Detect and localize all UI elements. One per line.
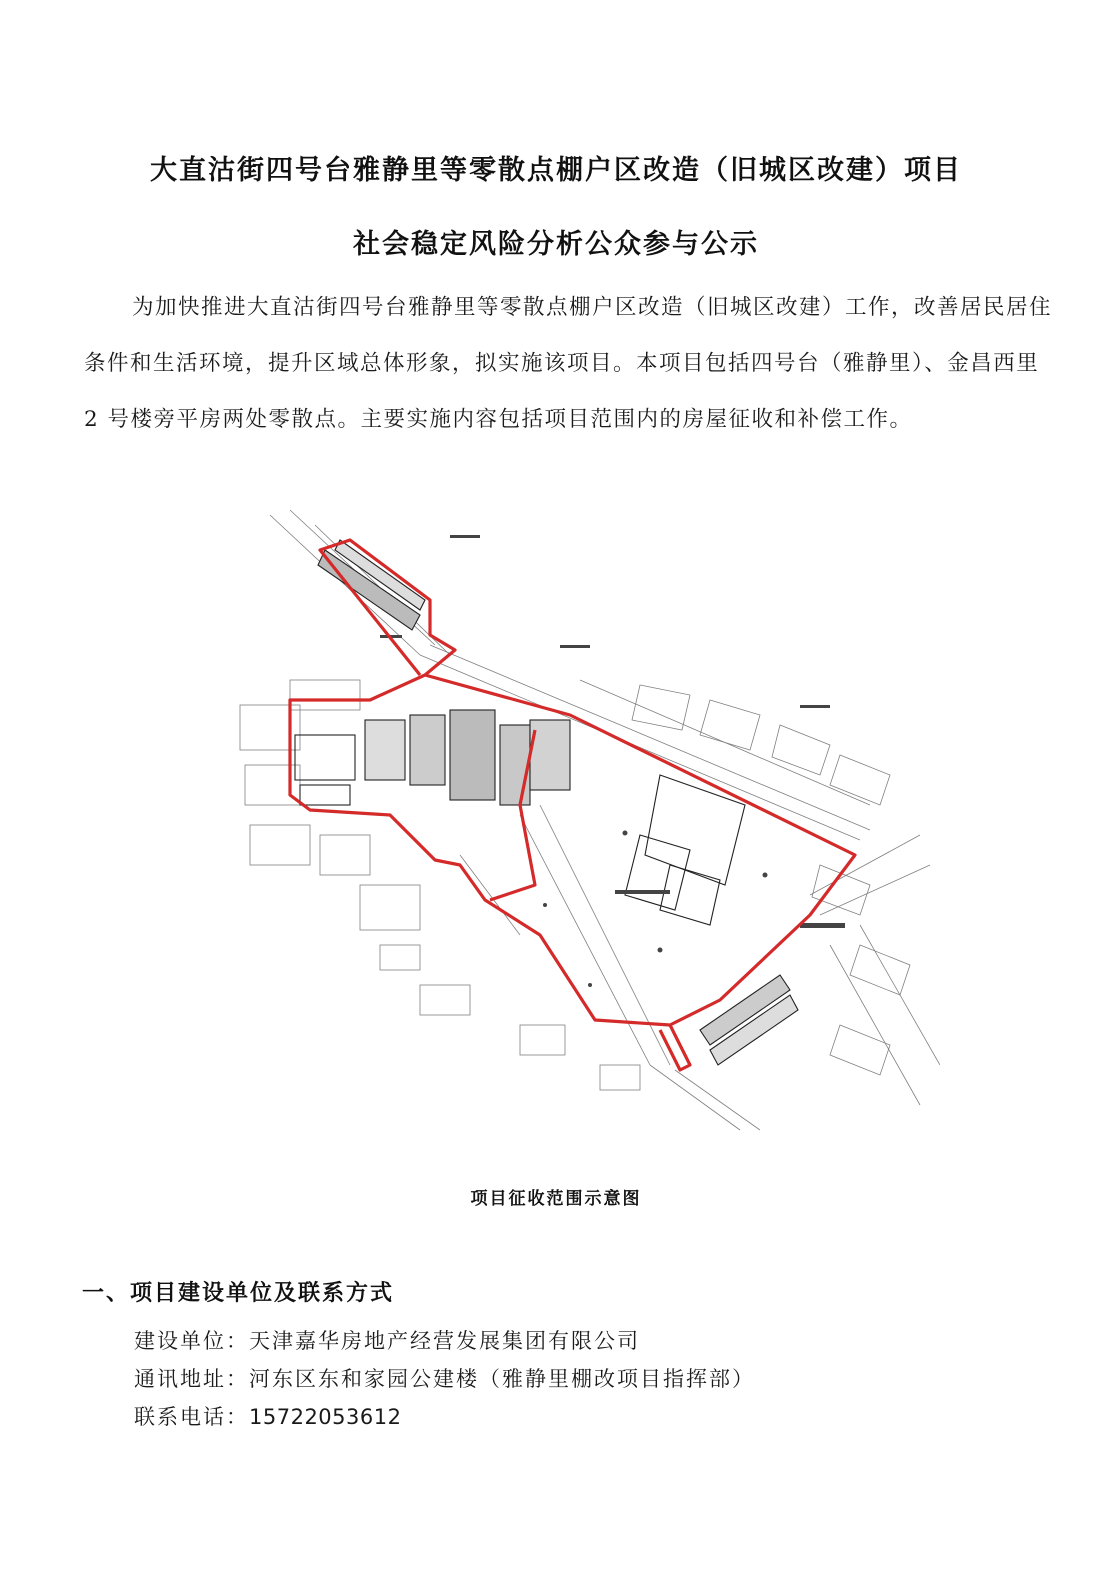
construction-unit-label: 建设单位： (134, 1329, 249, 1353)
map-caption: 项目征收范围示意图 (470, 1189, 642, 1209)
document-title-line-1: 大直沽街四号台雅静里等零散点棚户区改造（旧城区改建）项目 (150, 155, 962, 186)
phone-line (134, 1401, 401, 1431)
expropriation-area-map (220, 505, 940, 1135)
intro-paragraph: 为加快推进大直沽街四号台雅静里等零散点棚户区改造（旧城区改建）工作，改善居民居住条件和生活环境，提升区域总体形象，拟实施该项目。本项目包括四号台（雅静里）、金昌西里 2 号楼旁平房两处零散点。主要实施内容包括项目范围内的房屋征收和补偿工作。 (84, 295, 1053, 432)
mailing-address-line (134, 1363, 755, 1393)
section-heading-contact: 一、项目建设单位及联系方式 (82, 1281, 395, 1306)
phone-value: 15722053612 (249, 1405, 402, 1429)
construction-unit-line (134, 1325, 640, 1355)
map-buildings (295, 540, 798, 1065)
phone-label: 联系电话： (134, 1405, 249, 1429)
mailing-address-label: 通讯地址： (134, 1367, 249, 1391)
map-drawing (220, 505, 940, 1135)
map-linework (240, 510, 940, 1130)
document-title-line-2: 社会稳定风险分析公众参与公示 (353, 229, 759, 260)
mailing-address-value: 河东区东和家园公建楼（雅静里棚改项目指挥部） (249, 1367, 755, 1391)
construction-unit-value: 天津嘉华房地产经营发展集团有限公司 (249, 1329, 640, 1353)
